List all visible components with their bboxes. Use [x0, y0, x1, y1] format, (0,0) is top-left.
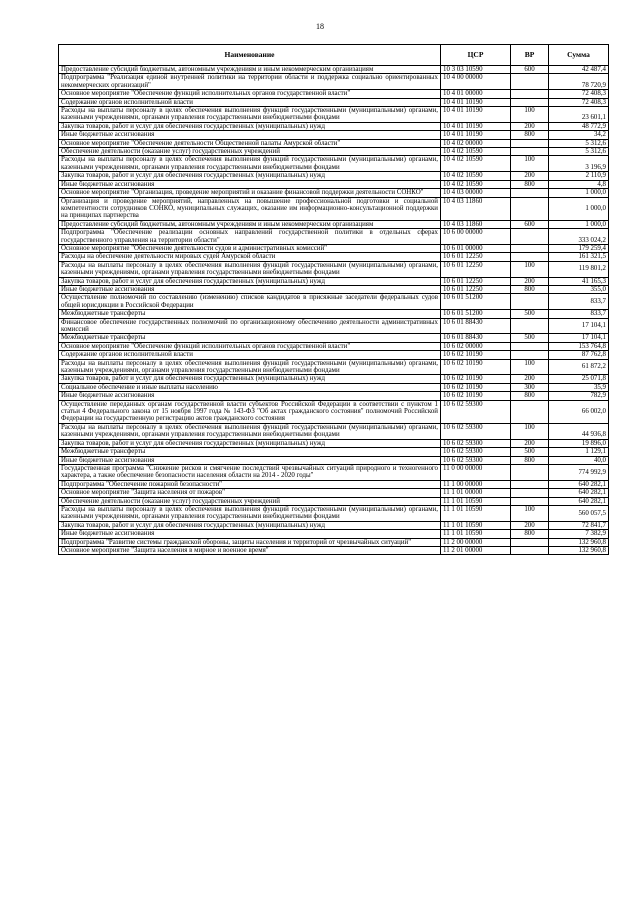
csr-cell: 10 4 01 00000: [441, 90, 511, 98]
sum-cell: 782,9: [549, 392, 609, 400]
sum-cell: 2 110,9: [549, 172, 609, 180]
sum-cell: 774 992,9: [549, 464, 609, 480]
name-cell: Осуществление полномочий по составлению (изменению) списков кандидатов в присяжные заседатели федеральных судов общей юрисдикции в Российской Федерации: [59, 294, 441, 310]
sum-cell: 72 841,7: [549, 521, 609, 529]
vr-cell: [511, 90, 549, 98]
table-header-row: [59, 45, 609, 66]
name-cell: Расходы на выплаты персоналу в целях обеспечения выполнения функций государственными (муниципальными) органами, казенными учреждениями, органами управления государственными внебюджетными фондами: [59, 505, 441, 521]
name-cell: Расходы на выплаты персоналу в целях обеспечения выполнения функций государственными (муниципальными) органами, казенными учреждениями, органами управления государственными внебюджетными фондами: [59, 107, 441, 123]
vr-cell: 100: [511, 261, 549, 277]
sum-cell: 87 762,8: [549, 351, 609, 359]
sum-cell: 640 282,1: [549, 489, 609, 497]
vr-cell: [511, 546, 549, 554]
csr-cell: 10 6 02 59300: [441, 448, 511, 456]
name-cell: Расходы на выплаты персоналу в целях обеспечения выполнения функций государственными (муниципальными) органами, казенными учреждениями, органами управления государственными внебюджетными фондами: [59, 156, 441, 172]
sum-cell: 78 720,9: [549, 74, 609, 90]
name-cell: Межбюджетные трансферты: [59, 310, 441, 318]
name-cell: Основное мероприятие "Обеспечение функций исполнительных органов государственной власти": [59, 90, 441, 98]
csr-cell: 10 6 01 51200: [441, 294, 511, 310]
name-cell: Финансовое обеспечение государственных полномочий по организационному обеспечению деятельности административных комиссий: [59, 318, 441, 334]
table-row: [59, 253, 609, 261]
csr-cell: 10 6 01 51200: [441, 310, 511, 318]
sum-cell: 1 000,0: [549, 197, 609, 220]
name-cell: Иные бюджетные ассигнования: [59, 131, 441, 139]
sum-cell: 25 071,8: [549, 375, 609, 383]
header-name: Наименование: [59, 45, 441, 66]
sum-cell: 17 104,1: [549, 334, 609, 342]
sum-cell: 5 312,6: [549, 148, 609, 156]
csr-cell: 10 6 02 59300: [441, 423, 511, 439]
header-sum: Сумма: [549, 45, 609, 66]
csr-cell: 10 6 01 12250: [441, 285, 511, 293]
vr-cell: 800: [511, 285, 549, 293]
table-row: [59, 148, 609, 156]
name-cell: Подпрограмма "Обеспечение пожарной безопасности": [59, 480, 441, 488]
csr-cell: 11 1 01 10590: [441, 530, 511, 538]
sum-cell: 1 000,0: [549, 220, 609, 228]
sum-cell: 132 960,8: [549, 546, 609, 554]
csr-cell: 10 4 03 11860: [441, 197, 511, 220]
sum-cell: 7 382,9: [549, 530, 609, 538]
csr-cell: 10 4 00 00000: [441, 74, 511, 90]
table-row: [59, 107, 609, 123]
sum-cell: 34,2: [549, 131, 609, 139]
csr-cell: 10 6 01 12250: [441, 261, 511, 277]
budget-table: [58, 44, 609, 555]
csr-cell: 10 6 01 88430: [441, 334, 511, 342]
table-row: [59, 318, 609, 334]
vr-cell: 800: [511, 180, 549, 188]
name-cell: Подпрограмма "Обеспечение реализации основных направлений государственной политики в отдельных сферах государственного управления на территории области": [59, 229, 441, 245]
table-row: [59, 538, 609, 546]
name-cell: Закупка товаров, работ и услуг для обеспечения государственных (муниципальных) нужд: [59, 122, 441, 130]
page-number: 18: [316, 22, 324, 31]
vr-cell: 200: [511, 122, 549, 130]
table-body: [59, 66, 609, 555]
csr-cell: 11 2 01 00000: [441, 546, 511, 554]
sum-cell: 40,0: [549, 456, 609, 464]
csr-cell: 10 4 01 10190: [441, 98, 511, 106]
table-row: [59, 310, 609, 318]
vr-cell: 100: [511, 107, 549, 123]
vr-cell: [511, 342, 549, 350]
sum-cell: 833,7: [549, 310, 609, 318]
vr-cell: 300: [511, 383, 549, 391]
csr-cell: 11 1 01 10590: [441, 505, 511, 521]
name-cell: Закупка товаров, работ и услуг для обеспечения государственных (муниципальных) нужд: [59, 375, 441, 383]
vr-cell: [511, 189, 549, 197]
vr-cell: 800: [511, 392, 549, 400]
sum-cell: 1 129,1: [549, 448, 609, 456]
table-row: [59, 439, 609, 447]
csr-cell: 11 2 00 00000: [441, 538, 511, 546]
csr-cell: 10 4 01 10190: [441, 107, 511, 123]
table-row: [59, 383, 609, 391]
table-row: [59, 342, 609, 350]
name-cell: Содержание органов исполнительной власти: [59, 98, 441, 106]
name-cell: Иные бюджетные ассигнования: [59, 456, 441, 464]
vr-cell: [511, 489, 549, 497]
sum-cell: 161 321,5: [549, 253, 609, 261]
vr-cell: 800: [511, 530, 549, 538]
name-cell: Основное мероприятие "Защита населения в мирное и военное время": [59, 546, 441, 554]
vr-cell: [511, 148, 549, 156]
table-row: [59, 497, 609, 505]
name-cell: Основное мероприятие "Организация, проведение мероприятий и оказание финансовой поддержки деятельности СОНКО": [59, 189, 441, 197]
csr-cell: 10 6 02 10190: [441, 375, 511, 383]
sum-cell: 19 896,0: [549, 439, 609, 447]
csr-cell: 10 4 02 10590: [441, 180, 511, 188]
csr-cell: 10 4 03 11860: [441, 220, 511, 228]
vr-cell: 200: [511, 277, 549, 285]
table-row: [59, 400, 609, 423]
csr-cell: 10 6 02 59300: [441, 439, 511, 447]
vr-cell: [511, 244, 549, 252]
table-row: [59, 351, 609, 359]
csr-cell: 10 6 01 12250: [441, 253, 511, 261]
header-csr: ЦСР: [441, 45, 511, 66]
csr-cell: 10 6 01 88430: [441, 318, 511, 334]
table-row: [59, 464, 609, 480]
sum-cell: 640 282,1: [549, 480, 609, 488]
table-row: [59, 448, 609, 456]
vr-cell: [511, 400, 549, 423]
sum-cell: 72 408,3: [549, 98, 609, 106]
table-row: [59, 480, 609, 488]
csr-cell: 11 1 01 10590: [441, 497, 511, 505]
csr-cell: 11 1 01 00000: [441, 489, 511, 497]
csr-cell: 10 4 02 00000: [441, 139, 511, 147]
sum-cell: 17 104,1: [549, 318, 609, 334]
table-row: [59, 261, 609, 277]
csr-cell: 10 6 02 10190: [441, 392, 511, 400]
csr-cell: 10 6 01 12250: [441, 277, 511, 285]
table-row: [59, 277, 609, 285]
table-row: [59, 375, 609, 383]
name-cell: Закупка товаров, работ и услуг для обеспечения государственных (муниципальных) нужд: [59, 439, 441, 447]
table-row: [59, 294, 609, 310]
name-cell: Основное мероприятие "Защита населения от пожаров": [59, 489, 441, 497]
sum-cell: 153 764,8: [549, 342, 609, 350]
name-cell: Предоставление субсидий бюджетным, автономным учреждениям и иным некоммерческим организациям: [59, 66, 441, 74]
table-row: [59, 546, 609, 554]
vr-cell: 100: [511, 423, 549, 439]
csr-cell: 10 6 02 00000: [441, 342, 511, 350]
name-cell: Межбюджетные трансферты: [59, 448, 441, 456]
vr-cell: [511, 98, 549, 106]
sum-cell: 640 282,1: [549, 497, 609, 505]
sum-cell: 1 000,0: [549, 189, 609, 197]
sum-cell: 355,0: [549, 285, 609, 293]
name-cell: Расходы на выплаты персоналу в целях обеспечения выполнения функций государственными (муниципальными) органами, казенными учреждениями, органами управления государственными внебюджетными фондами: [59, 261, 441, 277]
csr-cell: 10 6 02 10190: [441, 351, 511, 359]
csr-cell: 10 6 02 59300: [441, 400, 511, 423]
name-cell: Иные бюджетные ассигнования: [59, 180, 441, 188]
vr-cell: 800: [511, 131, 549, 139]
vr-cell: [511, 197, 549, 220]
table-row: [59, 489, 609, 497]
vr-cell: [511, 464, 549, 480]
table-row: [59, 180, 609, 188]
sum-cell: 61 872,2: [549, 359, 609, 375]
name-cell: Основное мероприятие "Обеспечение деятельности судов и административных комиссий": [59, 244, 441, 252]
name-cell: Иные бюджетные ассигнования: [59, 530, 441, 538]
name-cell: Обеспечение деятельности (оказание услуг) государственных учреждений: [59, 497, 441, 505]
name-cell: Обеспечение деятельности (оказание услуг) государственных учреждений: [59, 148, 441, 156]
table-row: [59, 229, 609, 245]
name-cell: Иные бюджетные ассигнования: [59, 285, 441, 293]
table-row: [59, 505, 609, 521]
csr-cell: 10 4 01 10190: [441, 131, 511, 139]
sum-cell: 179 259,4: [549, 244, 609, 252]
vr-cell: 100: [511, 156, 549, 172]
vr-cell: [511, 229, 549, 245]
name-cell: Организация и проведение мероприятий, направленных на повышение профессиональной подготовки и социальной компетентности сотрудников СОНКО, муниципальных служащих, оказание им информационно-консультационной поддержки на принципах партнерства: [59, 197, 441, 220]
table-row: [59, 423, 609, 439]
name-cell: Основное мероприятие "Обеспечение деятельности Общественной палаты Амурской области": [59, 139, 441, 147]
name-cell: Расходы на выплаты персоналу в целях обеспечения выполнения функций государственными (муниципальными) органами, казенными учреждениями, органами управления государственными внебюджетными фондами: [59, 359, 441, 375]
csr-cell: 10 4 02 10590: [441, 172, 511, 180]
table-row: [59, 359, 609, 375]
csr-cell: 10 4 03 00000: [441, 189, 511, 197]
table-row: [59, 392, 609, 400]
name-cell: Основное мероприятие "Обеспечение функций исполнительных органов государственной власти": [59, 342, 441, 350]
vr-cell: [511, 538, 549, 546]
vr-cell: 500: [511, 334, 549, 342]
vr-cell: [511, 351, 549, 359]
sum-cell: 4,8: [549, 180, 609, 188]
sum-cell: 23 601,1: [549, 107, 609, 123]
vr-cell: [511, 480, 549, 488]
table-row: [59, 139, 609, 147]
table-row: [59, 244, 609, 252]
name-cell: Закупка товаров, работ и услуг для обеспечения государственных (муниципальных) нужд: [59, 172, 441, 180]
vr-cell: 200: [511, 521, 549, 529]
sum-cell: 3 196,9: [549, 156, 609, 172]
csr-cell: 10 6 02 10190: [441, 383, 511, 391]
table-row: [59, 456, 609, 464]
table-row: [59, 334, 609, 342]
table-row: [59, 74, 609, 90]
vr-cell: 600: [511, 220, 549, 228]
table-row: [59, 156, 609, 172]
name-cell: Расходы на выплаты персоналу в целях обеспечения выполнения функций государственными (муниципальными) органами, казенными учреждениями, органами управления государственными внебюджетными фондами: [59, 423, 441, 439]
table-row: [59, 122, 609, 130]
name-cell: Закупка товаров, работ и услуг для обеспечения государственных (муниципальных) нужд: [59, 277, 441, 285]
csr-cell: 10 6 02 59300: [441, 456, 511, 464]
name-cell: Предоставление субсидий бюджетным, автономным учреждениям и иным некоммерческим организациям: [59, 220, 441, 228]
name-cell: Подпрограмма "Развитие системы гражданской обороны, защиты населения и территорий от чрезвычайных ситуаций": [59, 538, 441, 546]
vr-cell: 200: [511, 375, 549, 383]
table-row: [59, 220, 609, 228]
csr-cell: 11 1 00 00000: [441, 480, 511, 488]
sum-cell: 66 002,0: [549, 400, 609, 423]
vr-cell: [511, 139, 549, 147]
sum-cell: 44 936,8: [549, 423, 609, 439]
vr-cell: [511, 253, 549, 261]
csr-cell: 10 4 01 10190: [441, 122, 511, 130]
table-row: [59, 98, 609, 106]
vr-cell: [511, 497, 549, 505]
name-cell: Государственная программа "Снижение рисков и смягчение последствий чрезвычайных ситуаций природного и техногенного характера, а также обеспечение безопасности населения области на 2014 - 2020 годы": [59, 464, 441, 480]
name-cell: Расходы на обеспечение деятельности мировых судей Амурской области: [59, 253, 441, 261]
sum-cell: 560 057,5: [549, 505, 609, 521]
sum-cell: 333 024,2: [549, 229, 609, 245]
sum-cell: 48 772,9: [549, 122, 609, 130]
name-cell: Межбюджетные трансферты: [59, 334, 441, 342]
csr-cell: 11 1 01 10590: [441, 521, 511, 529]
vr-cell: 500: [511, 448, 549, 456]
vr-cell: 500: [511, 310, 549, 318]
sum-cell: 132 960,8: [549, 538, 609, 546]
vr-cell: 800: [511, 456, 549, 464]
sum-cell: 72 408,3: [549, 90, 609, 98]
sum-cell: 41 165,3: [549, 277, 609, 285]
table-row: [59, 197, 609, 220]
table-row: [59, 172, 609, 180]
table-row: [59, 521, 609, 529]
csr-cell: 10 3 03 10590: [441, 66, 511, 74]
table-row: [59, 66, 609, 74]
csr-cell: 10 6 02 10190: [441, 359, 511, 375]
sum-cell: 42 487,4: [549, 66, 609, 74]
csr-cell: 11 0 00 00000: [441, 464, 511, 480]
sum-cell: 833,7: [549, 294, 609, 310]
sum-cell: 5 312,6: [549, 139, 609, 147]
vr-cell: [511, 318, 549, 334]
name-cell: Закупка товаров, работ и услуг для обеспечения государственных (муниципальных) нужд: [59, 521, 441, 529]
sum-cell: 119 801,2: [549, 261, 609, 277]
name-cell: Иные бюджетные ассигнования: [59, 392, 441, 400]
vr-cell: 600: [511, 66, 549, 74]
name-cell: Осуществление переданных органам государственной власти субъектов Российской Федерации в соответствии с пунктом 1 статьи 4 Федерального закона от 15 ноября 1997 года № 143-ФЗ "Об актах гражданского состояния" полномочий Российской Федерации на государственную регистрацию актов гражданского состояния: [59, 400, 441, 423]
name-cell: Подпрограмма "Реализация единой внутренней политики на территории области и поддержка социально ориентированных некоммерческих организаций": [59, 74, 441, 90]
csr-cell: 10 4 02 10590: [441, 148, 511, 156]
table-row: [59, 285, 609, 293]
vr-cell: 200: [511, 439, 549, 447]
vr-cell: 200: [511, 172, 549, 180]
vr-cell: 100: [511, 359, 549, 375]
name-cell: Социальное обеспечение и иные выплаты населению: [59, 383, 441, 391]
csr-cell: 10 4 02 10590: [441, 156, 511, 172]
vr-cell: [511, 74, 549, 90]
vr-cell: 100: [511, 505, 549, 521]
vr-cell: [511, 294, 549, 310]
table-row: [59, 189, 609, 197]
table-row: [59, 131, 609, 139]
table-row: [59, 530, 609, 538]
table-row: [59, 90, 609, 98]
csr-cell: 10 6 01 00000: [441, 244, 511, 252]
sum-cell: 35,9: [549, 383, 609, 391]
header-vr: ВР: [511, 45, 549, 66]
csr-cell: 10 6 00 00000: [441, 229, 511, 245]
name-cell: Содержание органов исполнительной власти: [59, 351, 441, 359]
